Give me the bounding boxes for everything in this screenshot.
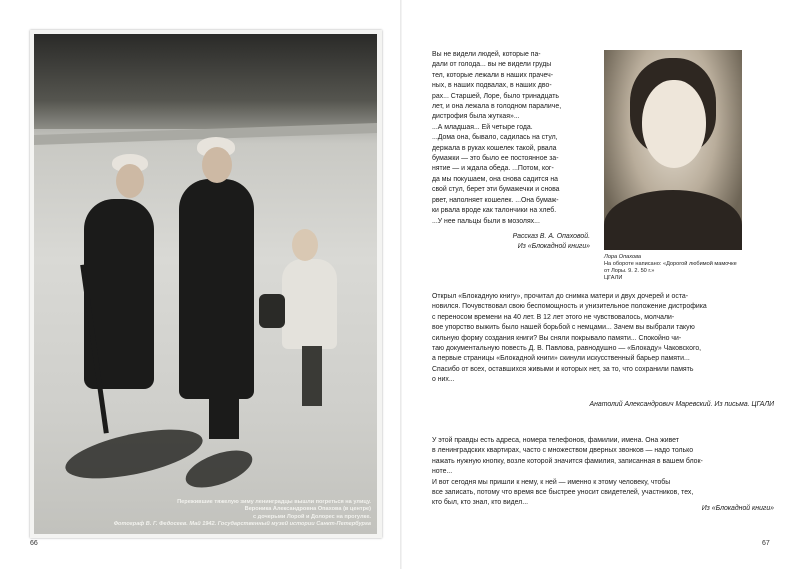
letter-attribution [432,400,774,410]
attribution-line: Из «Блокадной книги» [701,505,774,512]
page-gutter [400,0,402,569]
letter-line: Спасибо от всех, оставшихся живыми и которых нет, за то, что сохранили память [432,365,694,373]
letter-line: а первые страницы «Блокадной книги» скинули искусственный барьер памяти... [432,355,690,363]
quote-line: нятие — и ждала обеда. ...Потом, ког- [432,165,554,173]
letter-line: с переносом времени на 40 лет. В 12 лет этого не чувствовалось, молчали- [432,313,675,321]
closing-paragraph [432,436,772,509]
letter-line: Открыл «Блокадную книгу», прочитал до снимка матери и двух дочерей и оста- [432,293,689,300]
caption-line: Пережившие тяжелую зиму ленинградцы вышли погреться на улицу. [177,499,371,506]
quote-line: бумажки — это было ее постоянное за- [432,155,559,163]
archival-photo [30,30,382,538]
letter-line: новился. Почувствовал свою беспомощность и унизительное положение дистрофика [432,303,707,311]
closing-line: кто был, кто знал, кто видел... [432,499,529,507]
portrait-caption-line: На обороте написано: «Дорогой любимой мамочке [604,261,737,267]
portrait-face [642,80,706,168]
portrait-caption [604,254,754,282]
photo-figure-center [179,179,254,399]
photo-caption [40,499,371,528]
closing-line: все записать, потому что время все быстрее уносит свидетелей, участников, тех, [432,489,694,497]
quote-line: Вы не видели людей, которые па- [432,51,541,58]
letter-line: вое упорство выжить было нашей борьбой с немцами... Зачем вы выбрали такую [432,324,695,332]
quote-line: тел, которые лежали в наших прачеч- [432,71,554,79]
portrait-caption-line: Лора Опахова [604,254,642,260]
closing-line: нажать нужную кнопку, возле которой значится фамилия, записанная в вашем блок- [432,457,703,465]
quote-line: лет, и она лежала в голодном параличе, [432,103,562,111]
portrait-caption-line: от Лоры. 9. 2. 50 г.» [604,268,655,274]
page-number-right: 67 [762,540,770,547]
quote-attribution [432,232,590,253]
photo-child-dress [282,259,337,349]
photo-head [292,229,318,261]
quote-line: ных, в наших подвалах, в наших дво- [432,82,552,90]
quote-line: рах... Старшей, Лоре, было тринадцать [432,92,559,100]
quote-line: ки рвала вроде как талончики на хлеб. [432,207,557,215]
caption-line: Фотограф В. Г. Федосеев. Май 1942. Государственный музей истории Санкт-Петербурга [113,520,371,527]
closing-line: ноте... [432,468,453,476]
attribution-line: Анатолий Александрович Маревский. Из письма. ЦГАЛИ [589,401,774,408]
portrait-caption-line: ЦГАЛИ [604,275,623,281]
caption-line: Вероника Александровна Опахова (в центре) [244,506,371,513]
quote-line: дали от голода... вы не видели груды [432,61,552,69]
photo-head [202,147,232,183]
quote-line: ...Дома она, бывало, садилась на стул, [432,134,558,142]
photo-head [116,164,144,198]
closing-line: И вот сегодня мы пришли к нему, к ней — именно к этому человеку, чтобы [432,478,671,486]
quote-line: рвет, наполняет кошелек. ...Она бумаж- [432,196,559,204]
page-number-left: 66 [30,540,38,547]
photo-child-legs [302,346,322,406]
quote-line: свой стул, берет эти бумажечки и снова [432,186,560,194]
portrait-clothing [604,190,742,250]
photo-image [34,34,377,534]
caption-line: с дочерьми Лорой и Долорес на прогулке. [253,513,371,520]
quote-line: дистрофия была жуткая»... [432,113,520,121]
photo-street-background [34,34,377,129]
letter-line: таю документальную повесть Д. В. Павлова, равнодушно — «Блокаду» Чаковского, [432,345,702,353]
closing-attribution [432,504,774,514]
portrait-photo [604,50,742,250]
letter-paragraph [432,292,772,386]
attribution-line: Из «Блокадной книги» [517,243,590,251]
photo-bag [259,294,285,328]
letter-line: сильную форму создания книги? Вы сняли покрывало памяти... Спокойно чи- [432,334,682,342]
photo-legs [209,389,239,439]
attribution-line: Рассказ В. А. Опаховой. [512,233,590,240]
letter-line: о них... [432,376,455,384]
closing-line: в ленинградских квартирах, часто с множеством дверных звонков — надо только [432,447,694,455]
closing-line: У этой правды есть адреса, номера телефонов, фамилии, имена. Она живет [432,437,679,444]
quote-line: да мы покушаем, она снова садится на [432,175,558,183]
quote-line: ...А младшая... Ей четыре года. [432,123,533,131]
quote-paragraph [432,50,592,227]
quote-line: держала в руках кошелек такой, рвала [432,144,557,152]
quote-line: ...У нее пальцы были в мозолях... [432,217,540,225]
